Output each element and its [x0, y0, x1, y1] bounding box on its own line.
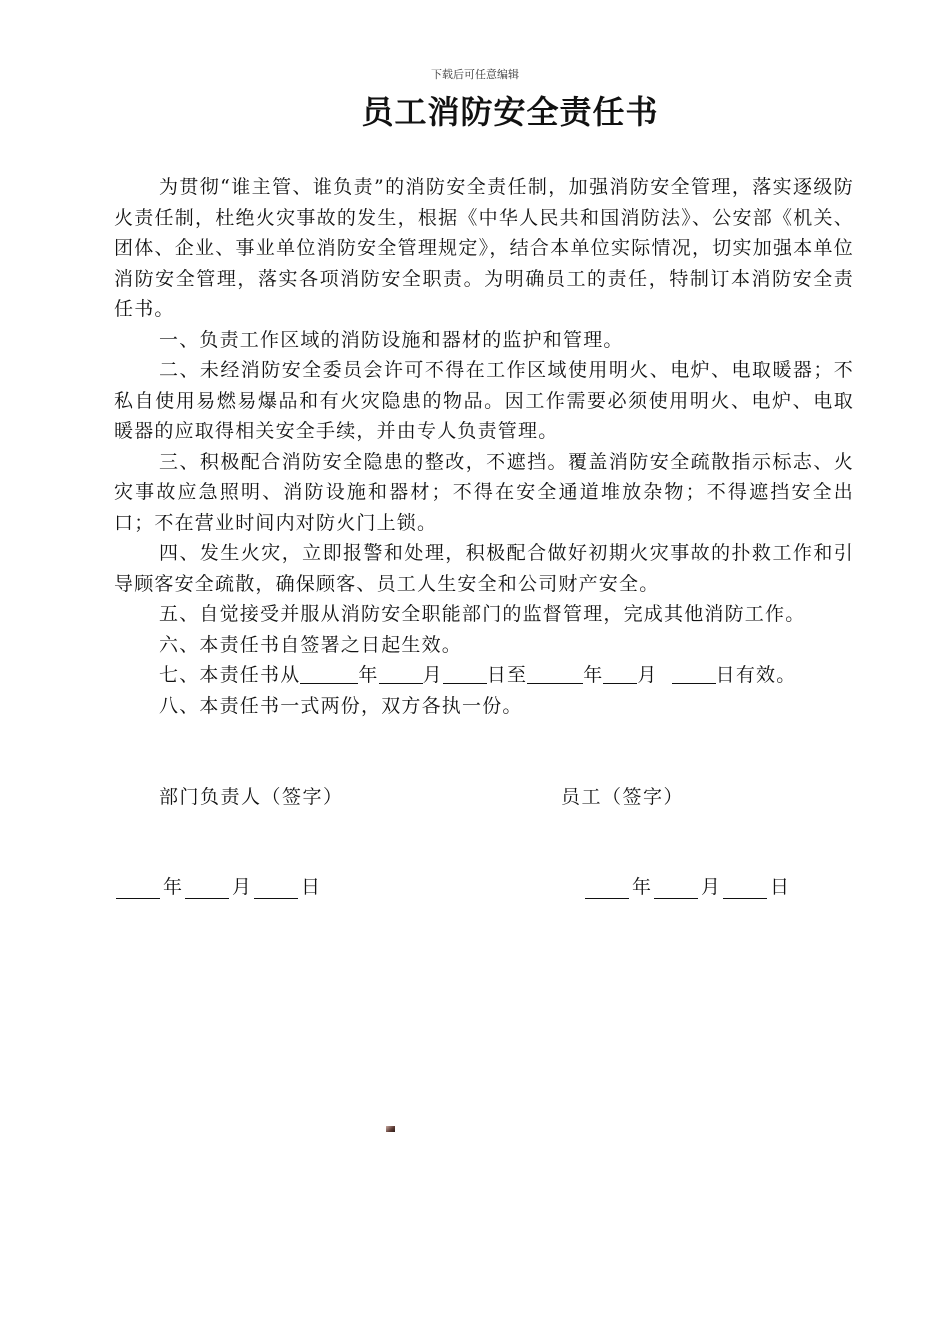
validity-prefix: 七、本责任书从 [159, 664, 301, 686]
dept-head-signature-label: 部门负责人（签字） [159, 786, 344, 808]
clause-4: 四、发生火灾，立即报警和处理，积极配合做好初期火灾事故的扑救工作和引导顾客安全疏散，确保顾客、员工人生安全和公司财产安全。 [114, 542, 854, 595]
document-body [114, 172, 854, 721]
employee-date [585, 872, 792, 899]
employee-day-blank[interactable] [723, 876, 767, 899]
employee-year-blank[interactable] [585, 876, 629, 899]
dept-head-date [116, 872, 323, 899]
clause-7-validity [114, 660, 854, 691]
dept-head-year-blank[interactable] [116, 876, 160, 899]
clause-3: 三、积极配合消防安全隐患的整改，不遮挡。覆盖消防安全疏散指示标志、火灾事故应急照明、消防设施和器材；不得在安全通道堆放杂物；不得遮挡安全出口；不在营业时间内对防火门上锁。 [114, 450, 854, 534]
employee-day-label: 日 [770, 876, 790, 898]
dept-head-year-label: 年 [163, 876, 183, 898]
validity-month-2: 月 [637, 664, 658, 686]
clause-5: 五、自觉接受并服从消防安全职能部门的监督管理，完成其他消防工作。 [159, 603, 806, 625]
document-title: 员工消防安全责任书 [361, 93, 659, 131]
validity-year-1: 年 [358, 664, 379, 686]
dept-head-day-blank[interactable] [254, 876, 298, 899]
scan-artifact-mark [386, 1126, 395, 1132]
validity-start-month-blank[interactable] [379, 663, 423, 684]
dept-head-month-blank[interactable] [185, 876, 229, 899]
validity-month-1: 月 [422, 664, 443, 686]
intro-paragraph: 为贯彻“谁主管、谁负责”的消防安全责任制，加强消防安全管理，落实逐级防火责任制，杜绝火灾事故的发生，根据《中华人民共和国消防法》、公安部《机关、团体、企业、事业单位消防安全管理规定》，结合本单位实际情况，切实加强本单位消防安全管理，落实各项消防安全职责。为明确员工的责任，特制订本消防安全责任书。 [114, 176, 854, 320]
dept-head-day-label: 日 [301, 876, 321, 898]
validity-start-day-blank[interactable] [443, 663, 487, 684]
clause-1: 一、负责工作区域的消防设施和器材的监护和管理。 [159, 328, 624, 351]
clause-2: 二、未经消防安全委员会许可不得在工作区域使用明火、电炉、电取暖器；不私自使用易燃易爆品和有火灾隐患的物品。因工作需要必须使用明火、电炉、电取暖器的应取得相关安全手续，并由专人负责管理。 [114, 359, 854, 442]
validity-end-year-blank[interactable] [527, 663, 583, 684]
dept-head-month-label: 月 [232, 876, 252, 898]
employee-signature-label: 员工（签字） [561, 786, 685, 808]
validity-year-2: 年 [583, 664, 604, 686]
validity-end-day-blank[interactable] [672, 663, 716, 684]
validity-end-month-blank[interactable] [603, 663, 637, 684]
clause-8: 八、本责任书一式两份，双方各执一份。 [159, 694, 523, 717]
employee-month-label: 月 [701, 876, 721, 898]
validity-day-end: 日有效。 [715, 664, 797, 686]
employee-year-label: 年 [632, 876, 652, 898]
clause-6: 六、本责任书自签署之日起生效。 [159, 633, 463, 656]
employee-month-blank[interactable] [654, 876, 698, 899]
validity-day-to: 日至 [486, 664, 528, 686]
header-note: 下载后可任意编辑 [431, 68, 519, 81]
validity-start-year-blank[interactable] [300, 663, 358, 684]
